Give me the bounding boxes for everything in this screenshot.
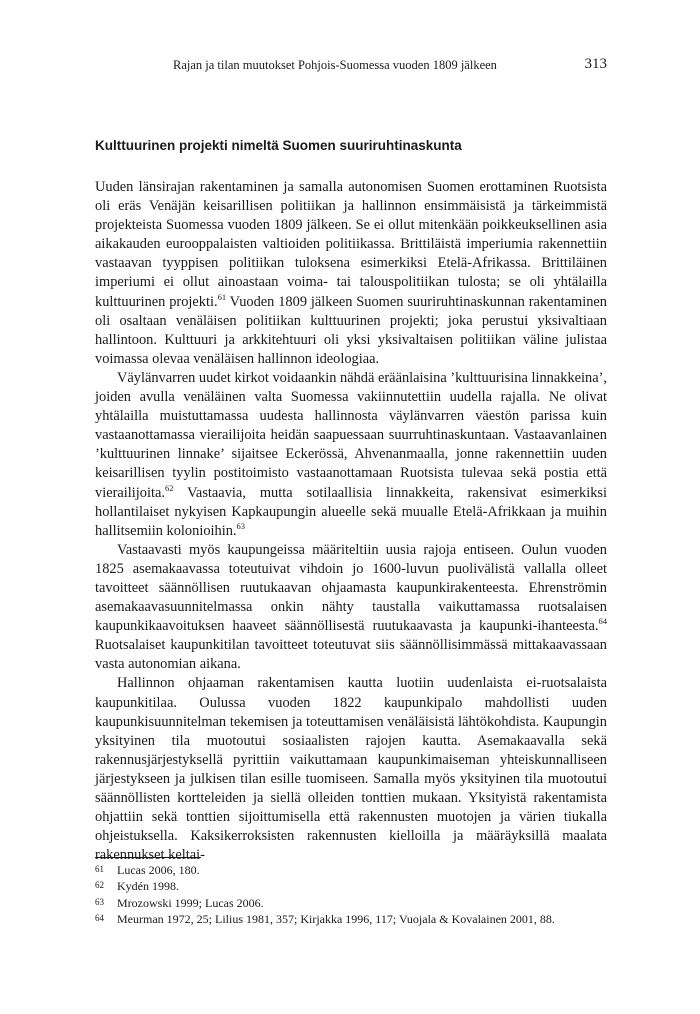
footnote-ref: 63: [236, 520, 246, 531]
footnote-number: 62: [95, 880, 104, 891]
footnote-text: Lucas 2006, 180.: [117, 863, 200, 877]
footnote-ref: 64: [598, 616, 607, 627]
paragraph-text: Vuoden 1809 jälkeen Suomen suuriruhtinaskunnan rakentaminen oli osaltaan venäläisen politiikan kulttuurinen projekti; joka perustui yksivaltiaan hallintoon. Kulttuuri ja arkkitehtuuri oli yksi yksivaltaisen politiikan väline julistaa voimassa olevaa venäläisen hallinnon ideologiaa.: [95, 293, 607, 367]
footnote-number: 63: [95, 896, 104, 907]
page-number: 313: [584, 56, 607, 72]
paragraph: [95, 178, 607, 369]
running-title: Rajan ja tilan muutokset Pohjois-Suomessa vuoden 1809 jälkeen: [173, 58, 497, 72]
footnote-number: 64: [95, 913, 104, 924]
footnote-text: Mrozowski 1999; Lucas 2006.: [117, 895, 264, 910]
section-heading: Kulttuurinen projekti nimeltä Suomen suuriruhtinaskunta: [95, 138, 462, 153]
footnote: [95, 878, 607, 894]
paragraph-text: Väylänvarren uudet kirkot voidaankin nähdä eräänlaisina ’kulttuurisina linnakkeina’, joiden avulla venäläinen valta Suomessa vakiinnutettiin uudella rajalla. Ne olivat yhtälailla muistuttamassa uudesta hallinnosta väylänvarren väestön parissa kuin vastaanottamassa vierailijoita heidän saapuessaan suurruhtinaskuntaan. Vastaavanlainen ’kulttuurinen linnake’ sijaitsee Eckerössä, Ahvenanmaalla, jonne rakennettiin uuden keisarillisen tyylin postitoimisto vastaanottamaan Ruotsista tulevaa sekä postia että vierailijoita.: [95, 369, 607, 501]
body-text: [95, 178, 607, 865]
paragraph: [95, 541, 607, 675]
footnote: [95, 895, 607, 911]
footnote-ref: 61: [217, 291, 227, 302]
footnote-text: Kydén 1998.: [117, 879, 179, 894]
footnote-divider: [95, 857, 201, 858]
footnote: [95, 911, 607, 927]
paragraph-text: Ruotsalaiset kaupunkitilan tavoitteet toteutuvat siis säännöllisimmässä mittakaavassaan vasta autonomian aikana.: [95, 637, 607, 673]
footnote: [95, 862, 607, 878]
paragraph-text: Hallinnon ohjaaman rakentamisen kautta luotiin uudenlaista ei-ruotsalaista kaupunkitilaa. Oulussa vuoden 1822 kaupunkipalo mahdollisti uuden kaupunkisuunnitelman tekemisen ja toteuttamisen venäläisistä lähtökohdista. Kaupungin yksityinen tila muotoutui sosiaalisten rajojen kautta. Asemakaavalla sekä rakennusjärjestyksellä pyrittiin vaikuttamaan kaupunkimaiseman yhteiskunnalliseen järjestykseen ja julkisen tilan esille tuomiseen. Samalla myös yksityinen tila muotoutui säännöllisten kortteleiden ja siellä olleiden tonttien mukaan. Yksityistä rakentamista ohjattiin sekä tonttien sijoittumisella että rakennusten muotojen ja värien tiukalla ohjeistuksella. Kaksikerroksisten rakennusten kielloilla ja määräyksillä maalata rakennukset keltai-: [95, 675, 607, 864]
paragraph-text: Uuden länsirajan rakentaminen ja samalla autonomisen Suomen erottaminen Ruotsista oli eräs Venäjän keisarillisen politiikan ja hallinnon ensimmäisistä ja tärkeimmistä projekteista Suomessa vuoden 1809 jälkeen. Se ei ollut mitenkään poikkeuksellinen asia aikakauden eurooppalaisten valtioiden politiikassa. Brittiläistä imperiumia rakennettiin vastaavan tyyppisen politiikan tuloksena esimerkiksi Etelä-Afrikassa. Brittiläinen imperiumi ei ollut ainoastaan voima- tai talouspolitiikan tulosta; se oli yhtälailla kulttuurinen projekti.: [95, 179, 607, 310]
paragraph-text: Vastaavia, mutta sotilaallisia linnakkeita, rakensivat esimerkiksi hollantilaiset nykyisen Kapkaupungin alueelle sekä muualle Etelä-Afrikkaan ja muihin hallitsemiin kolonioihin.: [95, 484, 607, 539]
paragraph-text: Vastaavasti myös kaupungeissa määriteltiin uusia rajoja entiseen. Oulun vuoden 1825 asemakaavassa toteutuivat vihdoin jo 1600-luvun puolivälistä vallalla olleet tavoitteet säännöllisen ruutukaavan ohjaamasta kaupunkirakenteesta. Ehrenströmin asemakaavasuunnitelmassa onkin nähty taustalla vaikuttamassa ruotsalaisen kaupunkikaavoituksen haaveet säännöllisestä ruutukaavasta ja kaupunki-ihanteesta.: [95, 541, 607, 635]
footnote-ref: 62: [164, 482, 174, 493]
paragraph: [95, 674, 607, 865]
paragraph: [95, 369, 607, 541]
footnotes: [95, 862, 607, 928]
footnote-text: Meurman 1972, 25; Lilius 1981, 357; Kirjakka 1996, 117; Vuojala & Kovalainen 2001, 88.: [117, 912, 555, 927]
footnote-number: 61: [95, 864, 104, 874]
